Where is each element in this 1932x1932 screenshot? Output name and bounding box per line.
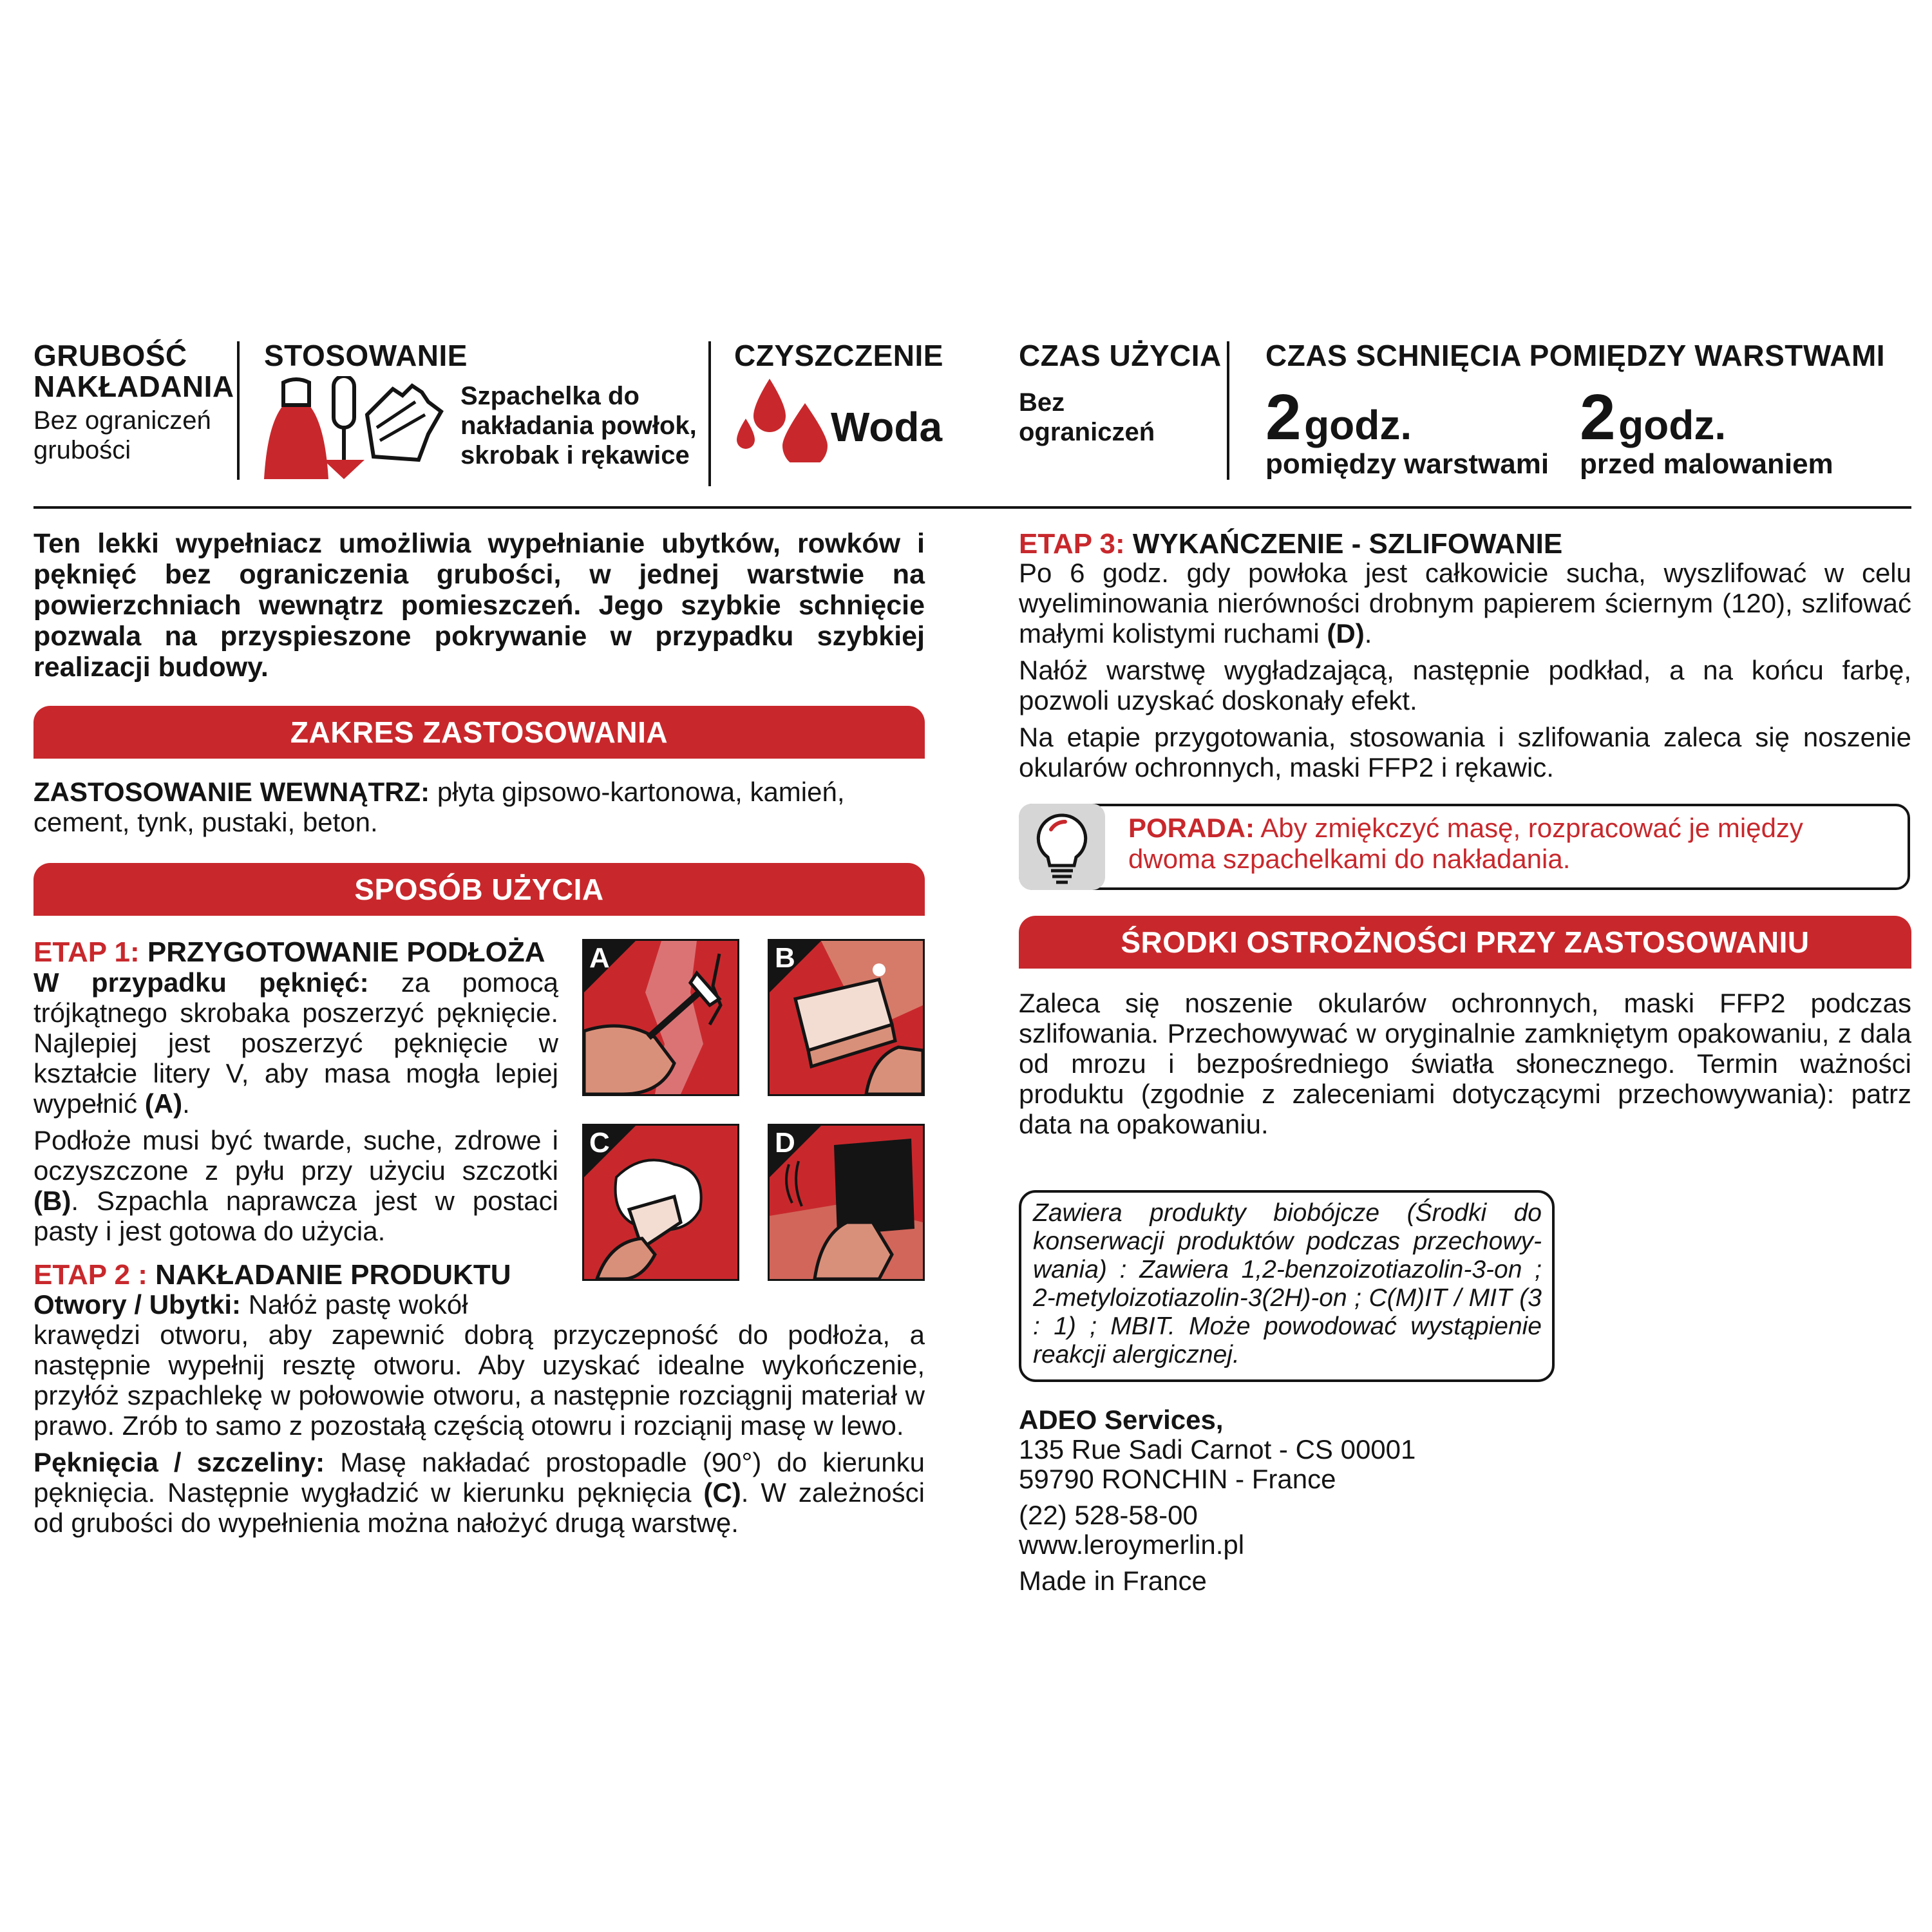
step1-p2-ref: (B) — [33, 1186, 71, 1216]
scope-lead: ZASTOSOWANIE WEWNĄTRZ: — [33, 777, 430, 807]
step1-p1-lead: W przypadku pęknięć: — [33, 967, 369, 998]
illustration-panel-d — [768, 1124, 925, 1281]
step2-p2-body: Masę nakładać prostopadle (90°) do kierunku pęknięcia. Następnie wygładzić w kierunku pęknięcia — [33, 1447, 925, 1508]
step3-text — [1019, 558, 1911, 782]
drying-number-2: 2 — [1580, 381, 1616, 453]
step3-p1-end: . — [1364, 618, 1372, 649]
drying-unit-2: godz. — [1618, 402, 1727, 448]
biocide-box — [1019, 1190, 1555, 1382]
method-banner: SPOSÓB UŻYCIA — [33, 863, 925, 916]
cleaning-label: CZYSZCZENIE — [734, 339, 943, 372]
drying-text-1: pomiędzy warstwami — [1265, 448, 1549, 480]
drying-text-2: przed malowaniem — [1580, 448, 1833, 480]
step3-p3: Na etapie przygotowania, stosowania i szlifowania zaleca się noszenie okularów ochronnych, maski FFP2 i rękawic. — [1019, 722, 1911, 782]
header-rule — [33, 506, 1911, 509]
step2-p1-rest: krawędzi otworu, aby zapewnić dobrą przyczepność do podłoża, a następnie wypełnij resztę otworu. Aby uzyskać idealne wykończenie, przyłóż szpachlekę w połowowie otworu, a następnie rozciągnij materiał w prawo. Zrób to samo z pozostałą częścią otowru i rozciąnij masę w lewo. — [33, 1320, 925, 1441]
company-website[interactable]: www.leroymerlin.pl — [1019, 1530, 1245, 1560]
tip-icon-bg — [1019, 804, 1105, 890]
step2-p1-first: Nałóż pastę wokół — [241, 1289, 468, 1320]
tip-text — [1128, 813, 1901, 875]
scope-text — [33, 777, 925, 837]
header-divider-1 — [237, 341, 240, 480]
company-address-2: 59790 RONCHIN - France — [1019, 1464, 1336, 1494]
step1-heading — [33, 936, 545, 969]
step2-text — [33, 1320, 925, 1538]
scope-banner: ZAKRES ZASTOSOWANIA — [33, 706, 925, 759]
thickness-value-1: Bez ograniczeń — [33, 406, 211, 435]
illustration-panel-c — [582, 1124, 739, 1281]
header-thickness — [33, 339, 234, 465]
illustration-panel-b — [768, 939, 925, 1096]
step1-prefix: ETAP 1: — [33, 936, 140, 968]
use-time-value-1: Bez — [1019, 388, 1065, 417]
header-use-time — [1019, 340, 1231, 447]
header-usage — [264, 340, 715, 482]
lightbulb-icon — [1019, 804, 1105, 890]
panel-label-a: A — [589, 942, 610, 974]
use-time-label: CZAS UŻYCIA — [1019, 339, 1222, 372]
step1-title: PRZYGOTOWANIE PODŁOŻA — [139, 936, 545, 968]
tip-text-2: dwoma szpachelkami do nakładania. — [1128, 844, 1571, 874]
company-block — [1019, 1405, 1470, 1596]
spatula-icon — [264, 376, 457, 479]
precautions-text: Zaleca się noszenie okularów ochronnych, maski FFP2 podczas szlifowania. Przechowywać w oryginalnie zamkniętym opakowaniu, z dala od mrozu i bezpośredniego światła słonecznego. Termin ważności produktu (zgodnie z zaleceniami dotyczącymi przechowywania): patrz data na opakowaniu. — [1019, 988, 1911, 1139]
drying-label: CZAS SCHNIĘCIA POMIĘDZY WARSTWAMI — [1265, 339, 1886, 372]
step3-title: WYKAŃCZENIE - SZLIFOWANIE — [1124, 528, 1563, 560]
panel-label-b: B — [775, 942, 795, 974]
usage-text-3: skrobak i rękawice — [460, 441, 690, 469]
drying-unit-1: godz. — [1304, 402, 1412, 448]
tip-text-1: Aby zmiękczyć masę, rozpracować je między — [1255, 813, 1803, 843]
water-drops-icon — [734, 379, 831, 462]
thickness-label-2: NAKŁADANIA — [33, 370, 234, 403]
drying-number-1: 2 — [1265, 381, 1302, 453]
illustration-panel-a — [582, 939, 739, 1096]
step1-text — [33, 967, 558, 1246]
step2-title: NAKŁADANIE PRODUKTU — [147, 1259, 511, 1291]
header-cleaning — [734, 339, 1005, 450]
step3-p1-ref: (D) — [1327, 618, 1365, 649]
step3-p1: Po 6 godz. gdy powłoka jest całkowicie sucha, wyszlifować w celu wyeliminowania nierówności drobnym papierem ściernym (120), szlifować małymi kolistymi ruchami — [1019, 558, 1911, 649]
step1-p2-body: Podłoże musi być twarde, suche, zdrowe i oczyszczone z pyłu przy użyciu szczotki — [33, 1125, 558, 1186]
thickness-value-2: grubości — [33, 436, 131, 464]
thickness-label-1: GRUBOŚĆ — [33, 339, 187, 372]
header-divider-2 — [708, 341, 711, 486]
step2-first-line — [33, 1289, 558, 1320]
company-name: ADEO Services, — [1019, 1405, 1224, 1435]
step2-heading — [33, 1259, 511, 1291]
biocide-text: Zawiera produkty biobójcze (Środki do konserwacji produktów podczas przechowy-wania) : Zawiera 1,2-benzoizotiazolin-3-on ; 2-metyloizotiazolin-3(2H)-on ; C(M)IT / MIT (3 : 1) ; MBIT. Może powodować wystąpienie reakcji alergicznej. — [1033, 1199, 1542, 1368]
step2-p1-lead: Otwory / Ubytki: — [33, 1289, 242, 1320]
step2-p2-end: . W zależności od grubości do wypełnienia można nałożyć drugą warstwę. — [33, 1477, 925, 1538]
step3-prefix: ETAP 3: — [1019, 528, 1125, 560]
tip-label: PORADA: — [1128, 813, 1255, 843]
step3-p2: Nałóż warstwę wygładzającą, następnie podkład, a na końcu farbę, pozwoli uzyskać doskonały efekt. — [1019, 655, 1911, 715]
step2-p2-ref: (C) — [703, 1477, 741, 1508]
company-origin: Made in France — [1019, 1566, 1207, 1596]
step1-p2-end: . Szpachla naprawcza jest w postaci pasty i jest gotowa do użycia. — [33, 1186, 558, 1246]
step2-p2-lead: Pęknięcia / szczeliny: — [33, 1447, 325, 1477]
usage-text-1: Szpachelka do — [460, 382, 639, 410]
step3-heading — [1019, 528, 1562, 560]
use-time-value-2: ograniczeń — [1019, 418, 1155, 446]
step1-p1-body: za pomocą trójkątnego skrobaka poszerzyć pęknięcie. Najlepiej jest poszerzyć pęknięcie w kształcie litery V, aby masa mogła lepiej wypełnić — [33, 967, 558, 1119]
panel-label-d: D — [775, 1127, 795, 1159]
panel-label-c: C — [589, 1127, 610, 1159]
tip-box — [1019, 804, 1910, 890]
company-phone: (22) 528-58-00 — [1019, 1500, 1198, 1530]
usage-text-2: nakładania powłok, — [460, 412, 697, 440]
company-address-1: 135 Rue Sadi Carnot - CS 00001 — [1019, 1434, 1416, 1464]
scope-body: płyta gipsowo-kartonowa, kamień, cement, tynk, pustaki, beton. — [33, 777, 845, 837]
cleaning-value: Woda — [831, 404, 943, 450]
precautions-banner: ŚRODKI OSTROŻNOŚCI PRZY ZASTOSOWANIU — [1019, 916, 1911, 969]
header-drying — [1265, 339, 1909, 480]
step1-p1-ref: (A) — [144, 1088, 183, 1119]
usage-label: STOSOWANIE — [264, 339, 468, 372]
step2-prefix: ETAP 2 : — [33, 1259, 147, 1291]
step1-p1-end: . — [182, 1088, 190, 1119]
intro-text: Ten lekki wypełniacz umożliwia wypełnianie ubytków, rowków i pęknięć bez ograniczenia grubości, w jednej warstwie na powierzchniach wewnątrz pomieszczeń. Jego szybkie schnięcie pozwala na przyspieszone pokrywanie w przypadku szybkiej realizacji budowy. — [33, 528, 925, 683]
header-divider-3 — [1227, 341, 1229, 480]
